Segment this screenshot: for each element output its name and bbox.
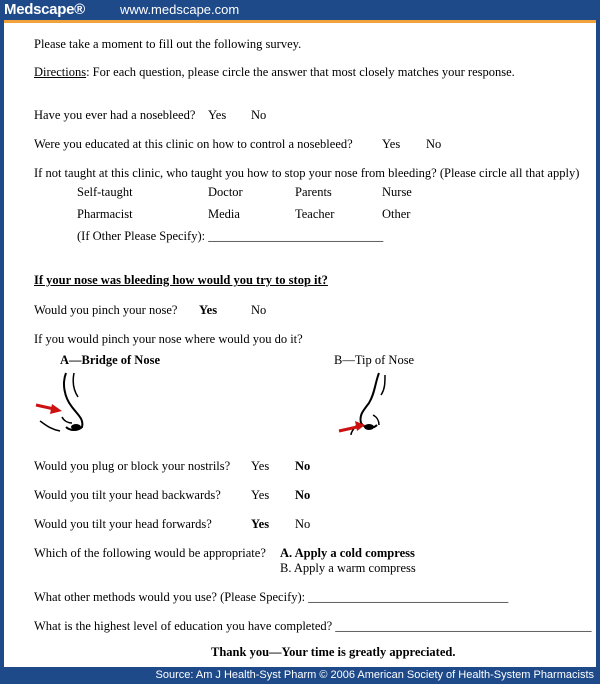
- header-bar: [0, 0, 600, 20]
- pinch-no[interactable]: No: [251, 303, 267, 317]
- tilt-fwd-text: Would you tilt your head forwards?: [34, 517, 212, 531]
- q1-yes[interactable]: Yes: [208, 108, 227, 122]
- directions-text: : For each question, please circle the answer that most closely matches your response.: [86, 65, 515, 79]
- q3-option[interactable]: Other: [382, 207, 411, 221]
- q2-no[interactable]: No: [426, 137, 442, 151]
- pinch-yes[interactable]: Yes: [199, 303, 218, 317]
- plug-text: Would you plug or block your nostrils?: [34, 459, 231, 473]
- survey-panel: [4, 20, 596, 667]
- q3-text: If not taught at this clinic, who taught you how to stop your nose from bleeding? (Please circle all that apply): [34, 166, 580, 180]
- q3-other-specify[interactable]: (If Other Please Specify): ____________________________: [77, 229, 384, 243]
- q3-option[interactable]: Parents: [295, 185, 332, 199]
- q3-option[interactable]: Pharmacist: [77, 207, 133, 221]
- intro-text: Please take a moment to fill out the following survey.: [34, 37, 302, 51]
- education-field[interactable]: What is the highest level of education you have completed? _________________________________________: [34, 619, 592, 633]
- tilt-back-text: Would you tilt your head backwards?: [34, 488, 221, 502]
- appropriate-option-a[interactable]: A. Apply a cold compress: [280, 546, 415, 560]
- q1-text: Have you ever had a nosebleed?: [34, 108, 196, 122]
- q3-option[interactable]: Self-taught: [77, 185, 133, 199]
- option-a-bridge[interactable]: A—Bridge of Nose: [60, 353, 160, 367]
- directions-label: Directions: [34, 65, 87, 79]
- plug-no[interactable]: No: [295, 459, 311, 473]
- appropriate-text: Which of the following would be appropriate?: [34, 546, 266, 560]
- q1-no[interactable]: No: [251, 108, 267, 122]
- appropriate-option-b[interactable]: B. Apply a warm compress: [280, 561, 416, 575]
- medscape-logo[interactable]: Medscape®: [4, 1, 85, 18]
- site-url[interactable]: www.medscape.com: [120, 2, 240, 17]
- option-b-tip[interactable]: B—Tip of Nose: [334, 353, 415, 367]
- q2-yes[interactable]: Yes: [382, 137, 401, 151]
- nose-tip-illustration[interactable]: [329, 371, 399, 437]
- footer-bar: [0, 667, 600, 684]
- pinch-text: Would you pinch your nose?: [34, 303, 178, 317]
- tilt-back-no[interactable]: No: [295, 488, 311, 502]
- q3-option[interactable]: Nurse: [382, 185, 412, 199]
- q3-option[interactable]: Doctor: [208, 185, 243, 199]
- tilt-back-yes[interactable]: Yes: [251, 488, 270, 502]
- q2-text: Were you educated at this clinic on how to control a nosebleed?: [34, 137, 353, 151]
- tilt-fwd-yes[interactable]: Yes: [251, 517, 270, 531]
- other-methods-field[interactable]: What other methods would you use? (Please Specify): ________________________________: [34, 590, 509, 604]
- tilt-fwd-no[interactable]: No: [295, 517, 311, 531]
- thank-you: Thank you—Your time is greatly appreciated.: [211, 645, 456, 659]
- source-citation: Source: Am J Health-Syst Pharm © 2006 American Society of Health-System Pharmacists: [155, 669, 594, 681]
- section-title: If your nose was bleeding how would you try to stop it?: [34, 273, 328, 287]
- where-text: If you would pinch your nose where would you do it?: [34, 332, 303, 346]
- plug-yes[interactable]: Yes: [251, 459, 270, 473]
- nose-bridge-illustration[interactable]: [32, 371, 102, 437]
- q3-option[interactable]: Media: [208, 207, 240, 221]
- q3-option[interactable]: Teacher: [295, 207, 335, 221]
- directions: [34, 65, 515, 80]
